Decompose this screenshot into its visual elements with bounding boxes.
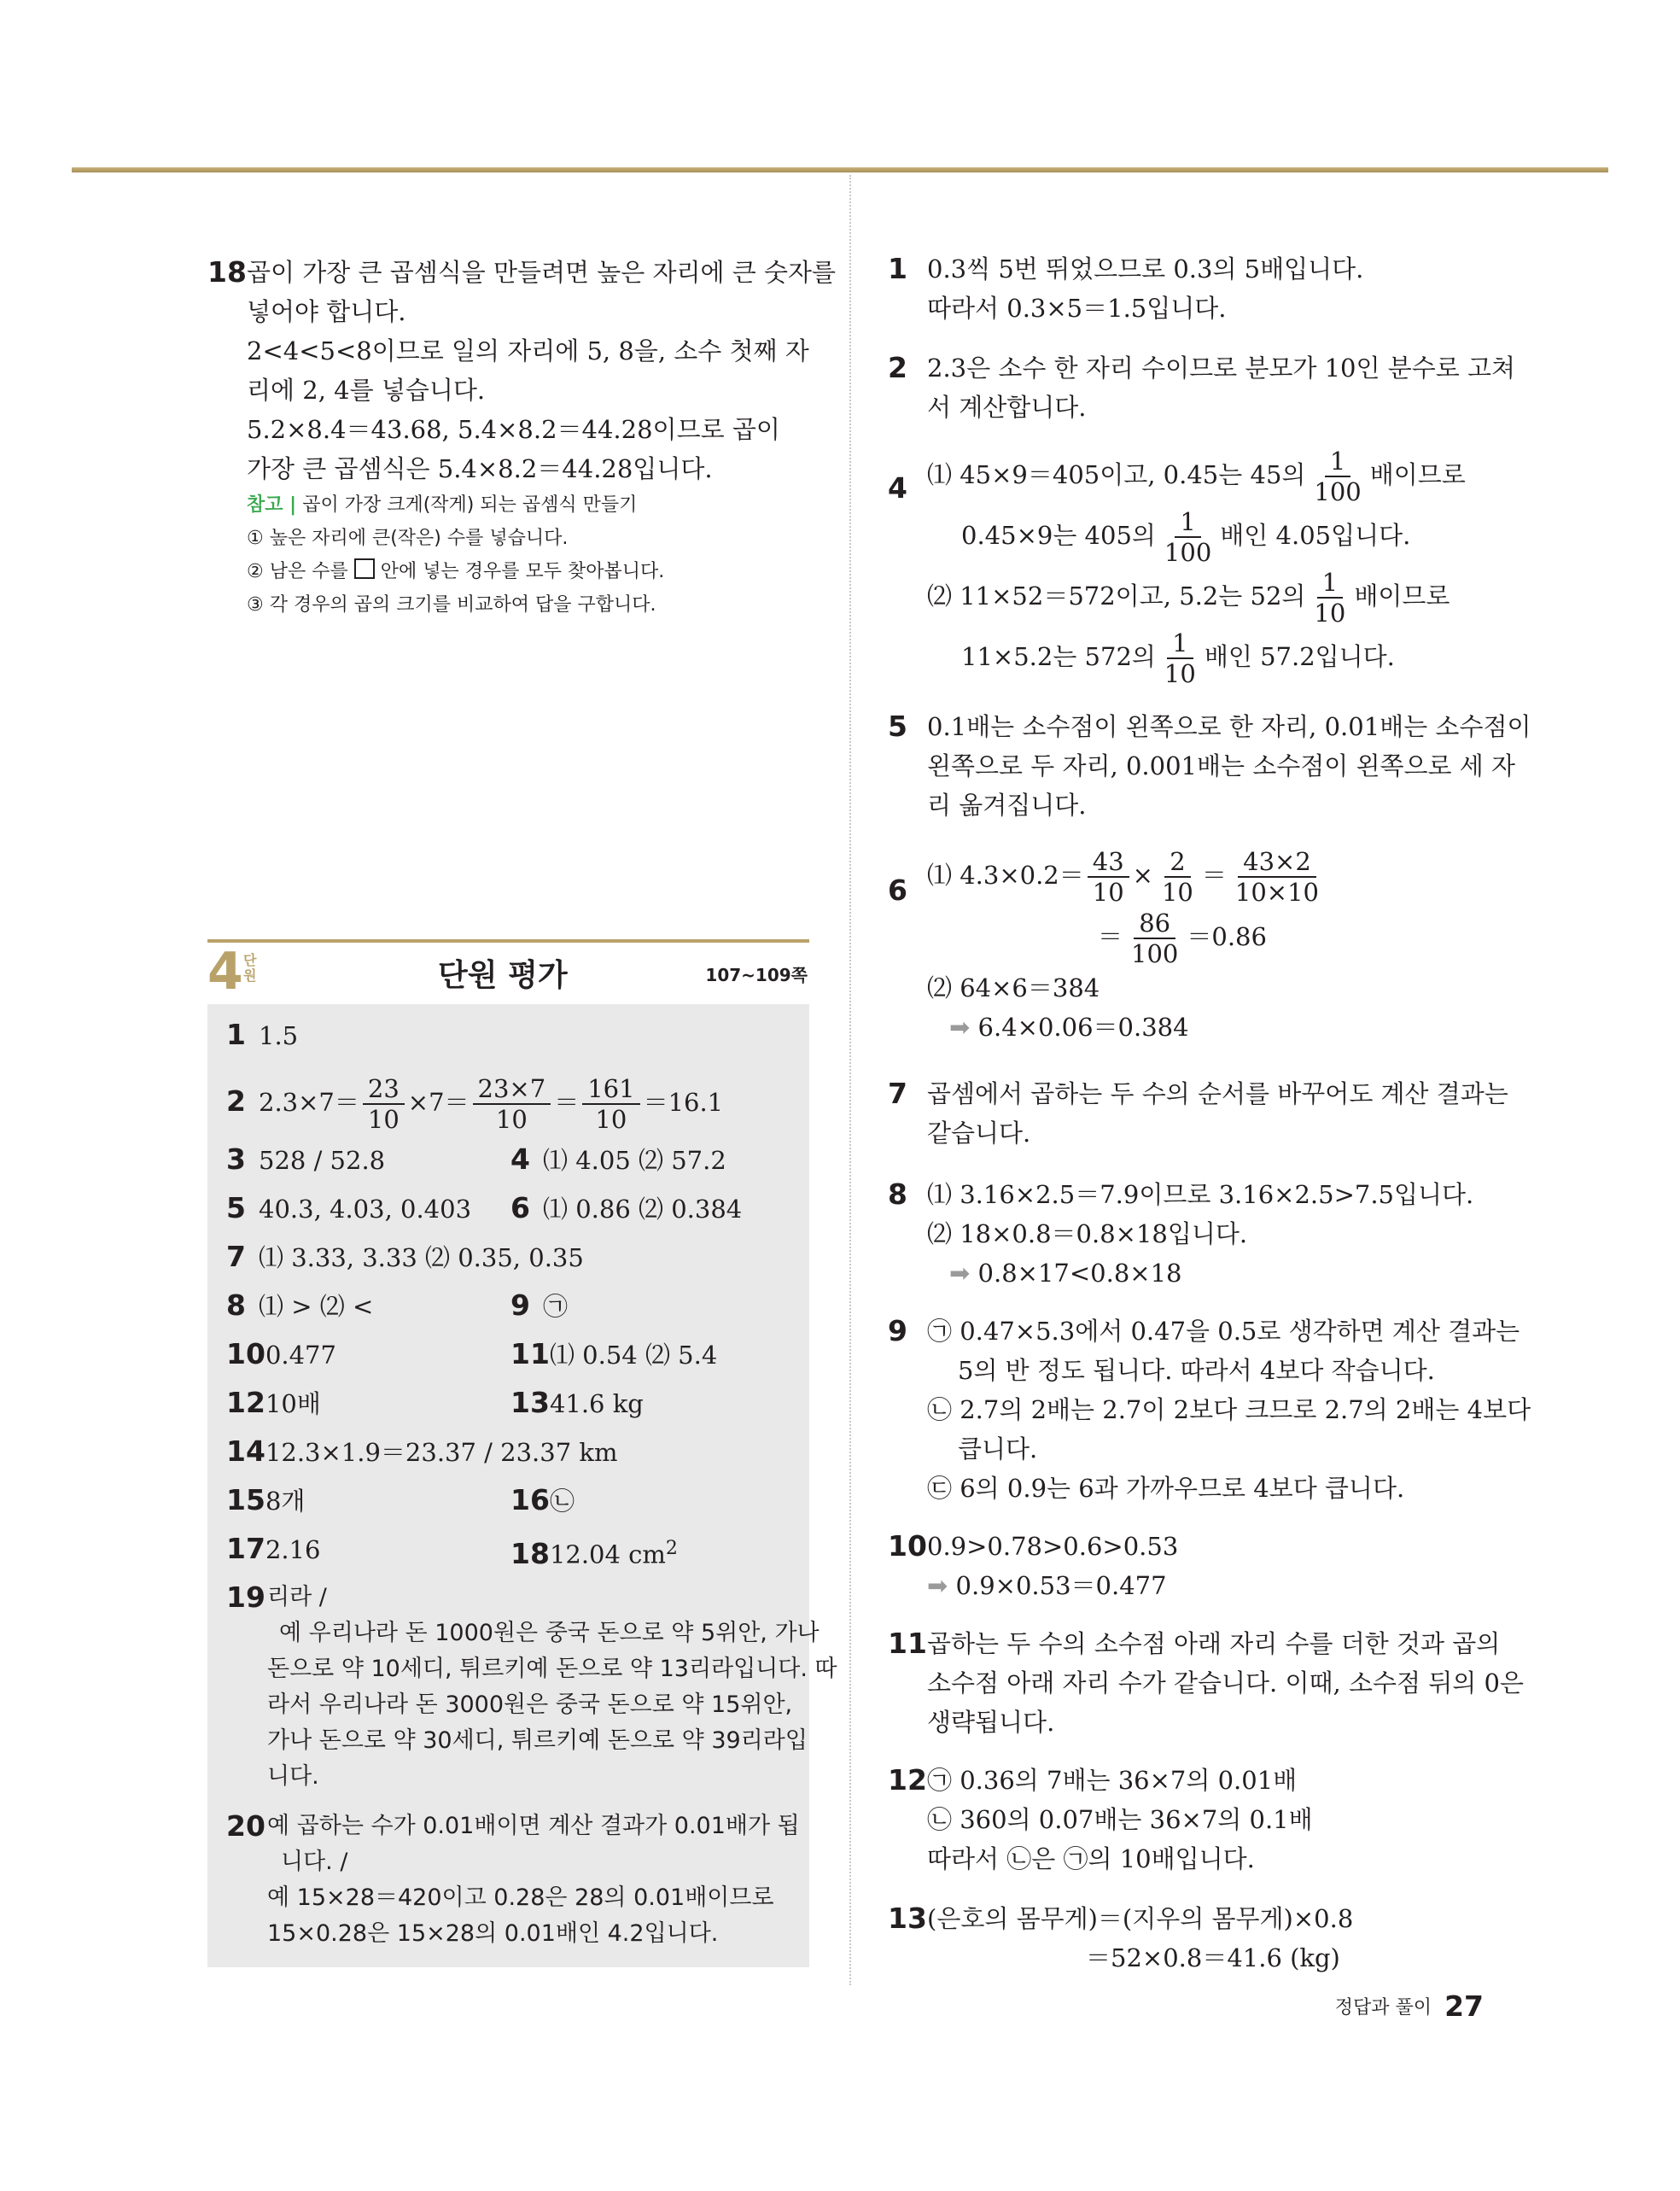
math-text: ⑴ 45×9＝405이고, 0.45는 45의: [927, 460, 1306, 489]
text-line: 니다.: [267, 1763, 319, 1790]
answer-text: ⑴ 0.86 ⑵ 0.384: [543, 1195, 743, 1224]
answer-text: 12.04 cm: [549, 1540, 666, 1569]
fraction: [1159, 507, 1216, 567]
text-line: 왼쪽으로 두 자리, 0.001배는 소수점이 왼쪽으로 세 자: [927, 751, 1516, 780]
column-divider: [849, 175, 851, 1985]
arrow-right-icon: ➡: [949, 1259, 971, 1288]
solution-8: [888, 1175, 1502, 1293]
text-line: 0.1배는 소수점이 왼쪽으로 한 자리, 0.01배는 소수점이: [927, 712, 1531, 741]
answer-text: 12.3×1.9＝23.37 / 23.37 km: [265, 1438, 618, 1467]
text-line: 넣어야 합니다.: [247, 297, 406, 326]
answer-row: [226, 1483, 305, 1518]
fraction: [1088, 847, 1129, 907]
answer-text: ⑴ 4.05 ⑵ 57.2: [543, 1146, 726, 1175]
text-line: ㉢ 6의 0.9는 6과 가까우므로 4보다 큽니다.: [927, 1474, 1405, 1503]
math-line: [927, 907, 1502, 968]
item-number: 9: [888, 1314, 907, 1347]
unit-pages: 107~109쪽: [705, 965, 808, 985]
answer-19: [226, 1580, 837, 1795]
fraction: [473, 1074, 551, 1134]
note-line: ③ 각 경우의 곱의 크기를 비교하여 답을 구합니다.: [247, 594, 656, 616]
text-line: 곱하는 두 수의 소수점 아래 자리 수를 더한 것과 곱의: [927, 1629, 1501, 1658]
text-line: 가장 큰 곱셈식은 5.4×8.2＝44.28입니다.: [247, 454, 713, 483]
item-number: 4: [888, 471, 907, 505]
answer-text: 528 / 52.8: [259, 1146, 386, 1175]
answer-text: 2.16: [265, 1535, 321, 1564]
answer-row: [226, 1142, 385, 1177]
numerator: 1: [1167, 628, 1193, 659]
text-line: 0.3씩 5번 뛰었으므로 0.3의 5배입니다.: [927, 254, 1364, 283]
numerator: 43×2: [1238, 847, 1316, 878]
item-number: 2: [888, 351, 907, 384]
text-line: 서 계산합니다.: [927, 393, 1087, 422]
text-line: 큽니다.: [958, 1434, 1038, 1464]
item-number: 14: [226, 1434, 265, 1468]
text-line: 가나 돈으로 약 30세디, 튀르키예 돈으로 약 39리라입: [267, 1727, 808, 1754]
item-number: 6: [510, 1191, 530, 1224]
numerator: 43: [1088, 847, 1129, 878]
answer-text: 10배: [265, 1389, 321, 1418]
unit-label: 단원: [243, 952, 257, 984]
answer-text: 8개: [265, 1487, 306, 1516]
solution-1: [888, 249, 1502, 328]
text-line: 곱이 가장 큰 곱셈식을 만들려면 높은 자리에 큰 숫자를: [247, 258, 837, 287]
item-number: 4: [510, 1142, 530, 1176]
item-number: 2: [226, 1084, 246, 1118]
math-line: 0.9>0.78>0.6>0.53: [927, 1532, 1179, 1561]
item-number: 3: [226, 1142, 246, 1176]
text-line: 생략됩니다.: [927, 1708, 1055, 1737]
answer-row: [226, 1288, 373, 1323]
fraction: [1230, 847, 1324, 907]
denominator: 10: [367, 1105, 400, 1134]
fraction: [582, 1074, 639, 1134]
text-line: 소수점 아래 자리 수가 같습니다. 이때, 소수점 뒤의 0은: [927, 1668, 1524, 1697]
answer-text: 41.6 kg: [549, 1389, 644, 1418]
denominator: 100: [1314, 477, 1362, 506]
text-line: 2<4<5<8이므로 일의 자리에 5, 8을, 소수 첫째 자: [247, 336, 809, 365]
fraction: [1309, 568, 1350, 628]
solution-5: [888, 707, 1531, 825]
note-label: 참고 |: [247, 494, 297, 516]
text-line: 따라서 0.3×5＝1.5입니다.: [927, 294, 1227, 323]
math-text: ×7＝: [407, 1088, 470, 1117]
solution-13: [888, 1899, 1502, 1978]
text-line: 5의 반 정도 됩니다. 따라서 4보다 작습니다.: [958, 1356, 1435, 1385]
text-line: 같습니다.: [927, 1119, 1031, 1148]
math-text: ＝: [1098, 922, 1123, 951]
math-text: 배이므로: [1354, 581, 1450, 611]
answer-row: [510, 1337, 717, 1372]
solution-4: [888, 446, 1502, 688]
fraction: [1159, 628, 1201, 688]
denominator: 100: [1164, 538, 1212, 567]
solution-7: [888, 1074, 1508, 1153]
numerator: 1: [1317, 568, 1343, 599]
answer-row: [510, 1532, 678, 1572]
numerator: 2: [1164, 847, 1190, 878]
answer-text: ⑴ 0.54 ⑵ 5.4: [549, 1341, 718, 1370]
math-line: ⑵ 64×6＝384: [927, 973, 1100, 1002]
text-line: 라서 우리나라 돈 3000원은 중국 돈으로 약 15위안,: [267, 1691, 793, 1718]
numerator: 86: [1134, 909, 1175, 939]
math-line: [927, 446, 1502, 506]
text-line: 예 우리나라 돈 1000원은 중국 돈으로 약 5위안, 가나: [279, 1620, 820, 1646]
text-line: ㉡ 2.7의 2배는 2.7이 2보다 크므로 2.7의 2배는 4보다: [927, 1395, 1531, 1424]
unit-title: 단원 평가: [438, 958, 568, 993]
math-text: ＝0.86: [1187, 922, 1267, 951]
text-line: 곱셈에서 곱하는 두 수의 순서를 바꾸어도 계산 결과는: [927, 1079, 1508, 1108]
math-text: 배인 57.2입니다.: [1204, 642, 1395, 671]
note-text: ② 남은 수를: [247, 561, 348, 582]
text-line: 리에 2, 4를 넣습니다.: [247, 376, 486, 405]
note-title: 곱이 가장 크게(작게) 되는 곱셈식 만들기: [302, 494, 638, 516]
math-text: 0.8×17<0.8×18: [977, 1259, 1182, 1288]
item-number: 17: [226, 1532, 265, 1565]
unit-header: [207, 943, 809, 1001]
answer-row: [226, 1191, 471, 1226]
denominator: 100: [1131, 939, 1179, 968]
denominator: 10: [1314, 599, 1346, 628]
answer-row: [510, 1483, 575, 1518]
item-number: 8: [888, 1177, 907, 1211]
answer-row: [226, 1018, 298, 1053]
arrow-right-icon: ➡: [949, 1013, 971, 1042]
math-text: ⑵ 11×52＝572이고, 5.2는 52의: [927, 581, 1306, 611]
answer-text: 1.5: [259, 1021, 299, 1050]
unit-number: 4: [207, 942, 243, 1002]
item-number: 20: [226, 1809, 265, 1843]
item-number: 13: [510, 1386, 550, 1419]
item-number: 18: [207, 255, 247, 289]
answer-row: [510, 1386, 644, 1421]
math-text: 2.3×7＝: [259, 1088, 359, 1117]
math-text: ×: [1132, 861, 1153, 890]
answer-row: [510, 1288, 568, 1323]
item-number: 9: [510, 1288, 530, 1322]
math-text: ＝: [554, 1088, 580, 1117]
text-line: ⑴ 3.16×2.5＝7.9이므로 3.16×2.5>7.5입니다.: [927, 1180, 1474, 1209]
text-line: 돈으로 약 10세디, 튀르키예 돈으로 약 13리라입니다. 따: [267, 1656, 837, 1682]
text-line: ＝52×0.8＝41.6 (kg): [1086, 1943, 1340, 1972]
item-number: 1: [888, 252, 907, 285]
arrow-right-icon: ➡: [927, 1571, 948, 1600]
answer-text: ⑴ > ⑵ <: [259, 1292, 374, 1321]
item-number: 5: [226, 1191, 246, 1224]
item-number: 19: [226, 1580, 265, 1614]
text-line: ⑵ 18×0.8＝0.8×18입니다.: [927, 1219, 1248, 1248]
text-line: 2.3은 소수 한 자리 수이므로 분모가 10인 분수로 고쳐: [927, 353, 1516, 383]
math-text: 0.45×9는 405의: [961, 521, 1156, 550]
answer-row: [226, 1532, 321, 1567]
solution-9: [888, 1312, 1531, 1508]
item-number: 16: [510, 1483, 550, 1516]
denominator: 10: [1161, 878, 1193, 907]
note-text: 안에 넣는 경우를 모두 찾아봅니다.: [380, 561, 665, 582]
math-line: [927, 1008, 1502, 1047]
text-line: 예 15×28＝420이고 0.28은 28의 0.01배이므로: [267, 1884, 774, 1911]
answer-row: [226, 1337, 336, 1372]
math-text: 배이므로: [1369, 460, 1466, 489]
numerator: 161: [582, 1074, 639, 1105]
blank-box-icon: [354, 558, 375, 579]
text-line: ㉠ 0.47×5.3에서 0.47을 0.5로 생각하면 계산 결과는: [927, 1317, 1520, 1346]
item-number: 18: [510, 1536, 550, 1570]
text-line: 리 옮겨집니다.: [927, 791, 1087, 820]
item-number: 11: [510, 1337, 550, 1370]
solution-2: [888, 348, 1516, 427]
text-line: 따라서 ㉡은 ㉠의 10배입니다.: [927, 1844, 1255, 1873]
footer-label: 정답과 풀이: [1334, 1997, 1432, 2019]
item-number: 13: [888, 1902, 927, 1935]
item-number: 6: [888, 873, 907, 907]
text-line: 15×0.28은 15×28의 0.01배인 4.2입니다.: [267, 1920, 719, 1947]
solution-12: [888, 1761, 1502, 1878]
reference-note: [247, 488, 814, 522]
solution-10: [888, 1527, 1502, 1605]
text-line: 5.2×8.4＝43.68, 5.4×8.2＝44.28이므로 곱이: [247, 415, 780, 444]
text-line: 예 곱하는 수가 0.01배이면 계산 결과가 0.01배가 됩: [267, 1813, 800, 1839]
answer-text: 0.477: [265, 1341, 336, 1370]
page-number: 27: [1444, 1989, 1484, 2023]
answer-row: [226, 1386, 321, 1421]
denominator: 10×10: [1234, 878, 1320, 907]
math-text: ＝: [1201, 861, 1227, 890]
note-line: [247, 555, 814, 588]
fraction: [1126, 909, 1183, 968]
text-line: (은호의 몸무게)＝(지우의 몸무게)×0.8: [927, 1904, 1354, 1933]
answer-20: [226, 1808, 807, 1952]
fraction: [363, 1074, 405, 1134]
item-number: 15: [226, 1483, 265, 1516]
answer-row: [510, 1142, 726, 1177]
numerator: 23: [363, 1074, 405, 1105]
solution-18: [207, 253, 837, 622]
answer-row: [226, 1434, 617, 1469]
math-line: [927, 1253, 1502, 1293]
answer-text: ㉠: [543, 1292, 569, 1321]
note-line: ① 높은 자리에 큰(작은) 수를 넣습니다.: [247, 528, 569, 549]
page-footer: [1335, 1989, 1484, 2023]
math-text: 6.4×0.06＝0.384: [977, 1013, 1189, 1042]
denominator: 10: [495, 1105, 528, 1134]
item-number: 10: [888, 1529, 927, 1563]
solution-6: [888, 845, 1502, 1047]
numerator: 1: [1175, 507, 1200, 538]
text-line: ㉠ 0.36의 7배는 36×7의 0.01배: [927, 1766, 1298, 1795]
superscript: 2: [665, 1538, 678, 1559]
math-line: [927, 1566, 1502, 1605]
item-number: 7: [888, 1077, 907, 1110]
solution-11: [888, 1624, 1524, 1742]
math-line: [927, 628, 1502, 688]
answer-row: [226, 1240, 584, 1275]
fraction: [1309, 447, 1366, 506]
item-number: 11: [888, 1627, 927, 1660]
top-rule: [72, 167, 1608, 172]
text-line: ㉡ 360의 0.07배는 36×7의 0.1배: [927, 1805, 1313, 1834]
item-number: 8: [226, 1288, 246, 1322]
math-line: [927, 845, 1502, 907]
math-text: ＝16.1: [643, 1088, 724, 1117]
fraction: [1157, 847, 1199, 907]
math-text: 0.9×0.53＝0.477: [955, 1571, 1167, 1600]
math-line: [927, 506, 1502, 567]
denominator: 10: [1164, 659, 1196, 688]
denominator: 10: [595, 1105, 627, 1134]
numerator: 1: [1325, 447, 1350, 477]
math-text: 배인 4.05입니다.: [1220, 521, 1411, 550]
answer-row: [226, 1074, 723, 1134]
text-line: 니다. /: [281, 1849, 348, 1875]
numerator: 23×7: [473, 1074, 551, 1105]
item-number: 12: [226, 1386, 265, 1419]
item-number: 10: [226, 1337, 265, 1370]
item-number: 12: [888, 1763, 927, 1797]
math-text: 11×5.2는 572의: [961, 642, 1156, 671]
text-line: 리라 /: [267, 1584, 327, 1610]
math-line: [927, 567, 1502, 628]
answer-text: ⑴ 3.33, 3.33 ⑵ 0.35, 0.35: [259, 1243, 584, 1272]
denominator: 10: [1092, 878, 1124, 907]
answer-text: 40.3, 4.03, 0.403: [259, 1195, 472, 1224]
item-number: 7: [226, 1240, 246, 1273]
item-number: 1: [226, 1018, 246, 1051]
answer-text: ㉡: [549, 1487, 575, 1516]
math-text: ⑴ 4.3×0.2＝: [927, 861, 1084, 890]
item-number: 5: [888, 710, 907, 743]
answer-row: [510, 1191, 742, 1226]
